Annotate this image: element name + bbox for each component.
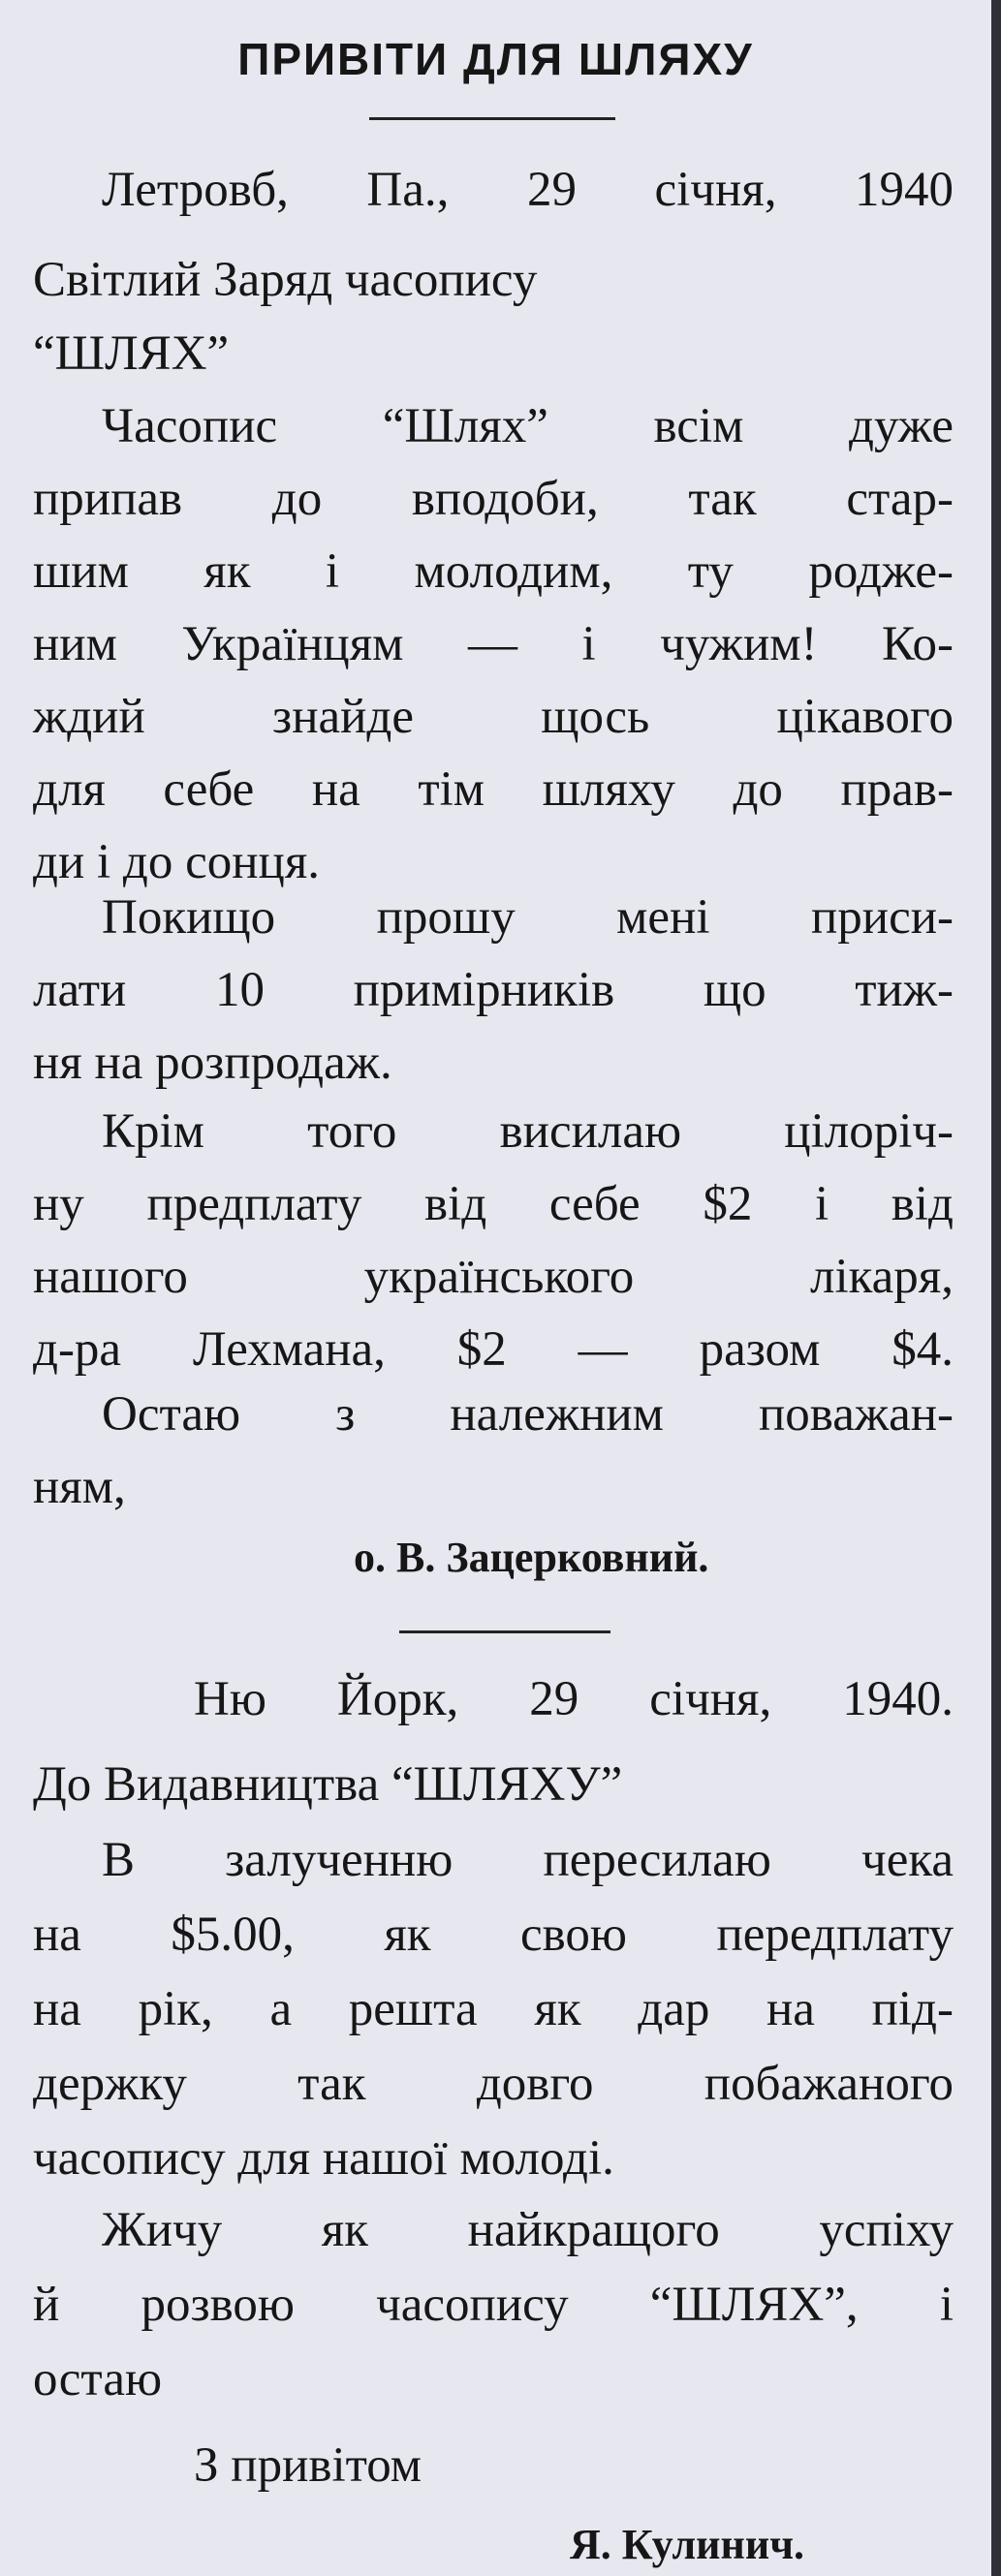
letter1-paragraph-line: лати 10 примірників що тиж-	[33, 963, 954, 1017]
letter1-paragraph-line: нашого українського лікаря,	[33, 1250, 954, 1304]
letter1-paragraph-line: ждий знайде щось цікавого	[33, 690, 954, 744]
letter2-paragraph-line: Жичу як найкращого успіху	[102, 2203, 954, 2257]
article-title: ПРИВІТИ ДЛЯ ШЛЯХУ	[237, 34, 754, 84]
letter2-paragraph-line: В залученню пересилаю чека	[102, 1833, 954, 1887]
letter1-signature: о. В. Зацерковний.	[354, 1534, 709, 1581]
letter2-salutation: До Видавництва “ШЛЯХУ”	[33, 1757, 623, 1812]
letter-divider	[399, 1630, 610, 1633]
letter1-paragraph-line: Крім того висилаю цілоріч-	[102, 1104, 954, 1159]
letter2-dateline: Ню Йорк, 29 січня, 1940.	[194, 1672, 954, 1726]
letter2-paragraph-line: на рік, а решта як дар на під-	[33, 1982, 954, 2036]
letter1-paragraph-line: Остаю з належним поважан-	[102, 1387, 954, 1442]
letter1-salutation: “ШЛЯХ”	[33, 326, 230, 381]
letter1-paragraph-line: ну предплату від себе $2 і від	[33, 1177, 954, 1231]
letter1-paragraph-line: Покищо прошу мені приси-	[102, 890, 954, 945]
letter1-paragraph-line: ним Українцям — і чужим! Ко-	[33, 617, 954, 671]
letter1-paragraph-line: припав до вподоби, так стар-	[33, 472, 954, 526]
letter2-paragraph-line: держку так довго побажаного	[33, 2057, 954, 2111]
letter1-paragraph-line: ди і до сонця.	[33, 835, 321, 889]
letter2-paragraph-line: й розвою часопису “ШЛЯХ”, і	[33, 2278, 954, 2332]
letter1-paragraph-line: шим як і молодим, ту родже-	[33, 544, 954, 599]
letter1-salutation: Світлий Заряд часопису	[33, 253, 538, 307]
letter2-paragraph-line: часопису для нашої молоді.	[33, 2131, 614, 2186]
letter1-paragraph-line: д-ра Лехмана, $2 — разом $4.	[33, 1322, 954, 1377]
letter2-paragraph-line: на $5.00, як свою передплату	[33, 1908, 954, 1962]
letter1-dateline: Летровб, Па., 29 січня, 1940	[102, 163, 954, 217]
letter2-closing: З привітом	[194, 2438, 422, 2493]
letter2-signature: Я. Кулинич.	[570, 2521, 805, 2568]
letter1-paragraph-line: ням,	[33, 1460, 126, 1514]
letter2-paragraph-line: остаю	[33, 2352, 163, 2406]
letter1-paragraph-line: Часопис “Шлях” всім дуже	[102, 399, 954, 453]
title-divider	[369, 117, 615, 120]
letter1-paragraph-line: ня на розпродаж.	[33, 1036, 392, 1090]
letter1-paragraph-line: для себе на тім шляху до прав-	[33, 762, 954, 817]
